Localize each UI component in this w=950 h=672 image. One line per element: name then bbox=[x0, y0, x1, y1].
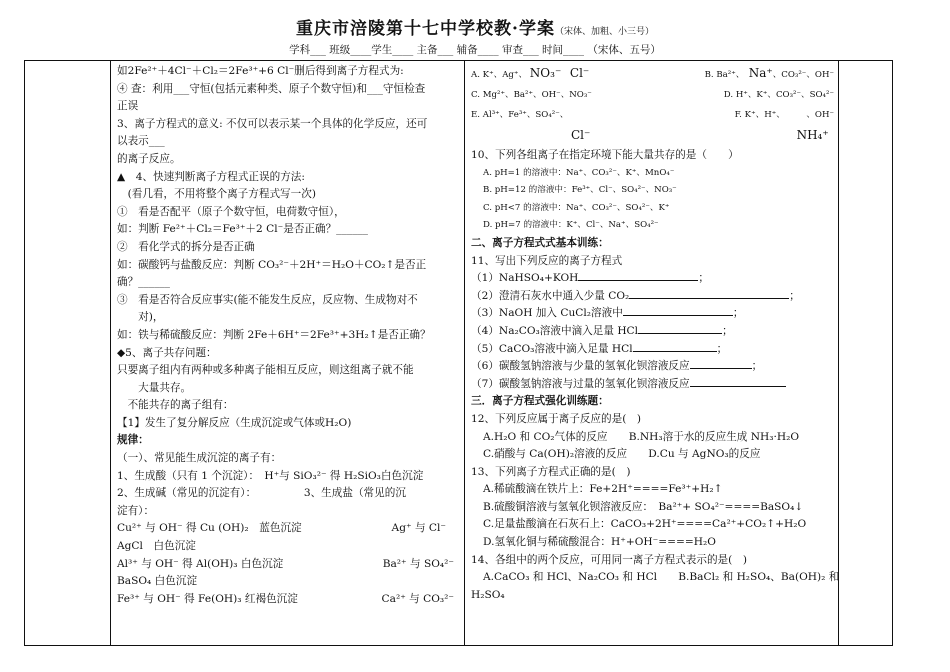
q10-option: C. pH<7 的溶液中：Na⁺、CO₃²⁻、SO₄²⁻、K⁺ bbox=[483, 202, 670, 213]
text-line: （一）、常见能生成沉淀的离子有： bbox=[117, 452, 282, 465]
text-span: C. Mg²⁺、Ba²⁺、OH⁻、NO₃⁻ bbox=[471, 90, 592, 100]
text-line bbox=[117, 520, 460, 538]
q11-item: （5）CaCO₃溶液中滴入足量 HCl ； bbox=[471, 342, 728, 355]
text-span: NO₃⁻ bbox=[529, 66, 562, 80]
text-span bbox=[471, 63, 589, 85]
text-line: 如2Fe²⁺＋4Cl⁻＋Cl₂＝2Fe³⁺+6 Cl⁻删后得到离子方程式为: bbox=[117, 65, 404, 77]
text-line: 的离子反应。 bbox=[117, 152, 181, 165]
q14-option: B.BaCl₂ 和 H₂SO₄、Ba(OH)₂ 和 bbox=[678, 571, 840, 584]
answer-blank[interactable] bbox=[690, 358, 752, 369]
text-span: 、OH⁻ bbox=[806, 110, 834, 120]
q12-option: A.H₂O 和 CO₂气体的反应 bbox=[483, 430, 608, 443]
q12-options bbox=[471, 429, 834, 447]
text-line: 规律： bbox=[117, 434, 149, 447]
q11-item: （6）碳酸氢钠溶液与少量的氢氧化钡溶液反应 ； bbox=[471, 360, 763, 373]
text-span: （1）NaHSO₄+KOH bbox=[471, 272, 579, 285]
q10-option: D. pH=7 的溶液中：K⁺、Cl⁻、Na⁺、SO₄²⁻ bbox=[483, 220, 659, 231]
right-margin-column bbox=[839, 61, 893, 646]
text-line: ▲ 4、快速判断离子方程式正误的方法: bbox=[117, 170, 305, 183]
text-line: ④ 查：利用___守恒(包括元素种类、原子个数守恒)和___守恒检查 bbox=[117, 82, 426, 95]
q14-options bbox=[471, 569, 840, 587]
text-span bbox=[471, 105, 590, 147]
q9-options-row bbox=[471, 105, 834, 147]
section-heading: 二、离子方程式式基本训练： bbox=[471, 236, 609, 249]
left-content-column bbox=[111, 61, 465, 646]
text-line: ① 看是否配平（原子个数守恒，电荷数守恒）， bbox=[117, 205, 345, 218]
text-line: 确？______ bbox=[117, 276, 170, 289]
text-span: D. H⁺、K⁺、CO₃²⁻、SO₄²⁻ bbox=[723, 90, 834, 100]
text-line: 如：碳酸钙与盐酸反应：判断 CO₃²⁻＋2H⁺＝H₂O＋CO₂↑是否正 bbox=[117, 258, 427, 271]
text-line: (看几看，不用将整个离子方程式写一次) bbox=[117, 188, 316, 201]
text-line: 不能共存的离子组有： bbox=[117, 399, 234, 412]
text-line: 1、生成酸（只有 1 个沉淀）： H⁺与 SiO₃²⁻ 得 H₂SiO₃白色沉淀 bbox=[117, 469, 424, 482]
text-span: 、CO₃²⁻、OH⁻ bbox=[772, 70, 834, 80]
title-text: 重庆市涪陵第十七中学校教·学案 bbox=[296, 19, 555, 39]
q14-option: A.CaCO₃ 和 HCl、Na₂CO₃ 和 HCl bbox=[483, 571, 658, 584]
text-span: B. Ba²⁺、 bbox=[704, 70, 741, 80]
q10-option: A. pH=1 的溶液中：Na⁺、CO₃²⁻、K⁺、MnO₄⁻ bbox=[483, 167, 675, 178]
q9-options-row bbox=[471, 63, 834, 85]
text-line: AgCl 白色沉淀 bbox=[117, 540, 196, 553]
text-span: Al³⁺ 与 OH⁻ 得 Al(OH)₃ 白色沉淀 bbox=[117, 557, 284, 570]
text-line: 淀有）： bbox=[117, 504, 155, 517]
q12-option: C.硝酸与 Ca(OH)₂溶液的反应 bbox=[483, 448, 628, 461]
q13-option: C.足量盐酸滴在石灰石上：CaCO₃+2H⁺====Ca²⁺+CO₂↑+H₂O bbox=[483, 518, 807, 531]
q13-option: B.硫酸铜溶液与氢氧化钡溶液反应： Ba²⁺+ SO₄²⁻====BaSO₄↓ bbox=[483, 500, 804, 513]
text-line: 正误 bbox=[117, 100, 139, 113]
text-line: ◆5、离子共存问题： bbox=[117, 346, 217, 359]
text-span: Cu²⁺ 与 OH⁻ 得 Cu (OH)₂ 蓝色沉淀 bbox=[117, 522, 302, 535]
q9-options-row bbox=[471, 85, 834, 105]
question-12: 12、下列反应属于离子反应的是( ) bbox=[471, 412, 642, 425]
text-line bbox=[117, 556, 460, 574]
text-span: （4）Na₂CO₃溶液中滴入足量 HCl bbox=[471, 324, 639, 337]
answer-blank[interactable] bbox=[638, 323, 722, 334]
text-span: （7）碳酸氢钠溶液与过量的氢氧化钡溶液反应 bbox=[471, 377, 690, 390]
q12-options bbox=[471, 446, 834, 464]
q13-option: A.稀硫酸滴在铁片上：Fe+2H⁺====Fe³⁺+H₂↑ bbox=[483, 483, 723, 496]
q12-option: B.NH₃溶于水的反应生成 NH₃·H₂O bbox=[628, 430, 800, 443]
q11-item bbox=[471, 376, 834, 394]
text-line: BaSO₄ 白色沉淀 bbox=[117, 575, 198, 588]
q12-option: D.Cu 与 AgNO₃的反应 bbox=[648, 448, 761, 461]
meta-line: 学科___ 班级____学生____ 主备___ 辅备____ 审查___ 时间____ （宋体、五号） bbox=[289, 44, 661, 56]
page-title bbox=[0, 14, 950, 39]
q13-option: D.氢氧化铜与稀硫酸混合：H⁺+OH⁻====H₂O bbox=[483, 536, 716, 549]
text-line: 3、离子方程式的意义: 不仅可以表示某一个具体的化学反应，还可 bbox=[117, 117, 428, 130]
text-span: NH₄⁺ bbox=[796, 128, 829, 142]
q14-options: H₂SO₄ bbox=[471, 588, 505, 601]
text-span bbox=[735, 105, 834, 147]
text-span: Na⁺ bbox=[748, 66, 773, 80]
text-span: Cl⁻ bbox=[571, 128, 591, 142]
answer-blank[interactable] bbox=[629, 288, 789, 299]
page-frame bbox=[24, 60, 893, 646]
text-span: A. K⁺、Ag⁺、 bbox=[471, 70, 528, 80]
text-line: 以表示___ bbox=[117, 135, 165, 148]
text-span: F. K⁺、H⁺、 bbox=[734, 110, 781, 120]
text-line: 大量共存。 bbox=[117, 381, 192, 394]
answer-blank[interactable] bbox=[578, 270, 698, 281]
text-line: 只要离子组内有两种或多种离子能相互反应，则这组离子就不能 bbox=[117, 364, 414, 377]
q11-item: （3）NaOH 加入 CuCl₂溶液中 ； bbox=[471, 307, 744, 320]
question-13: 13、下列离子方程式正确的是( ) bbox=[471, 465, 631, 478]
text-span: E. Al³⁺、Fe³⁺、SO₄²⁻、 bbox=[471, 110, 569, 120]
q10-option: B. pH=12 的溶液中：Fe³⁺、Cl⁻、SO₄²⁻、NO₃⁻ bbox=[483, 185, 677, 196]
text-span: （6）碳酸氢钠溶液与少量的氢氧化钡溶液反应 bbox=[471, 360, 690, 373]
right-content-column bbox=[465, 61, 839, 646]
text-span: （3）NaOH 加入 CuCl₂溶液中 bbox=[471, 307, 623, 320]
text-line: 对)， bbox=[117, 311, 164, 324]
text-line: 【1】发生了复分解反应（生成沉淀或气体或H₂O) bbox=[117, 416, 352, 429]
answer-blank[interactable] bbox=[690, 376, 786, 387]
q11-item: （1）NaHSO₄+KOH ； bbox=[471, 272, 709, 285]
answer-blank[interactable] bbox=[633, 341, 717, 352]
section-heading: 三．离子方程式强化训练题： bbox=[471, 395, 609, 408]
text-line: 如：判断 Fe²⁺＋Cl₂＝Fe³⁺＋2 Cl⁻是否正确？______ bbox=[117, 223, 368, 236]
title-note: （宋体、加粗、小三号） bbox=[554, 27, 654, 37]
answer-blank[interactable] bbox=[623, 305, 733, 316]
q11-item: （4）Na₂CO₃溶液中滴入足量 HCl ； bbox=[471, 324, 733, 337]
text-line: ② 看化学式的拆分是否正确 bbox=[117, 240, 255, 253]
text-span: Ca²⁺ 与 CO₃²⁻ bbox=[381, 592, 454, 605]
text-span: （5）CaCO₃溶液中滴入足量 HCl bbox=[471, 342, 633, 355]
text-line bbox=[117, 591, 460, 609]
left-margin-column bbox=[25, 61, 111, 646]
text-span: Ba²⁺ 与 SO₄²⁻ bbox=[382, 557, 454, 570]
text-span: Cl⁻ bbox=[569, 66, 590, 80]
text-span bbox=[705, 63, 834, 85]
question-11: 11、写出下列反应的离子方程式 bbox=[471, 254, 623, 267]
text-span: Fe³⁺ 与 OH⁻ 得 Fe(OH)₃ 红褐色沉淀 bbox=[117, 592, 298, 605]
text-line: 如：铁与稀硫酸反应：判断 2Fe＋6H⁺＝2Fe³⁺+3H₂↑是否正确？ bbox=[117, 328, 431, 341]
text-line: 2、生成碱（常见的沉淀有）： 3、生成盐（常见的沉 bbox=[117, 487, 406, 500]
text-line: ③ 看是否符合反应事实(能不能发生反应，反应物、生成物对不 bbox=[117, 293, 418, 306]
q11-item: （2）澄清石灰水中通入少量 CO₂ ； bbox=[471, 289, 800, 302]
text-span: （2）澄清石灰水中通入少量 CO₂ bbox=[471, 289, 630, 302]
question-10: 10、下列各组离子在指定环境下能大量共存的是（ ） bbox=[471, 149, 739, 161]
question-14: 14、各组中的两个反应，可用同一离子方程式表示的是( ) bbox=[471, 553, 747, 566]
text-span: Ag⁺ 与 Cl⁻ bbox=[391, 522, 446, 535]
